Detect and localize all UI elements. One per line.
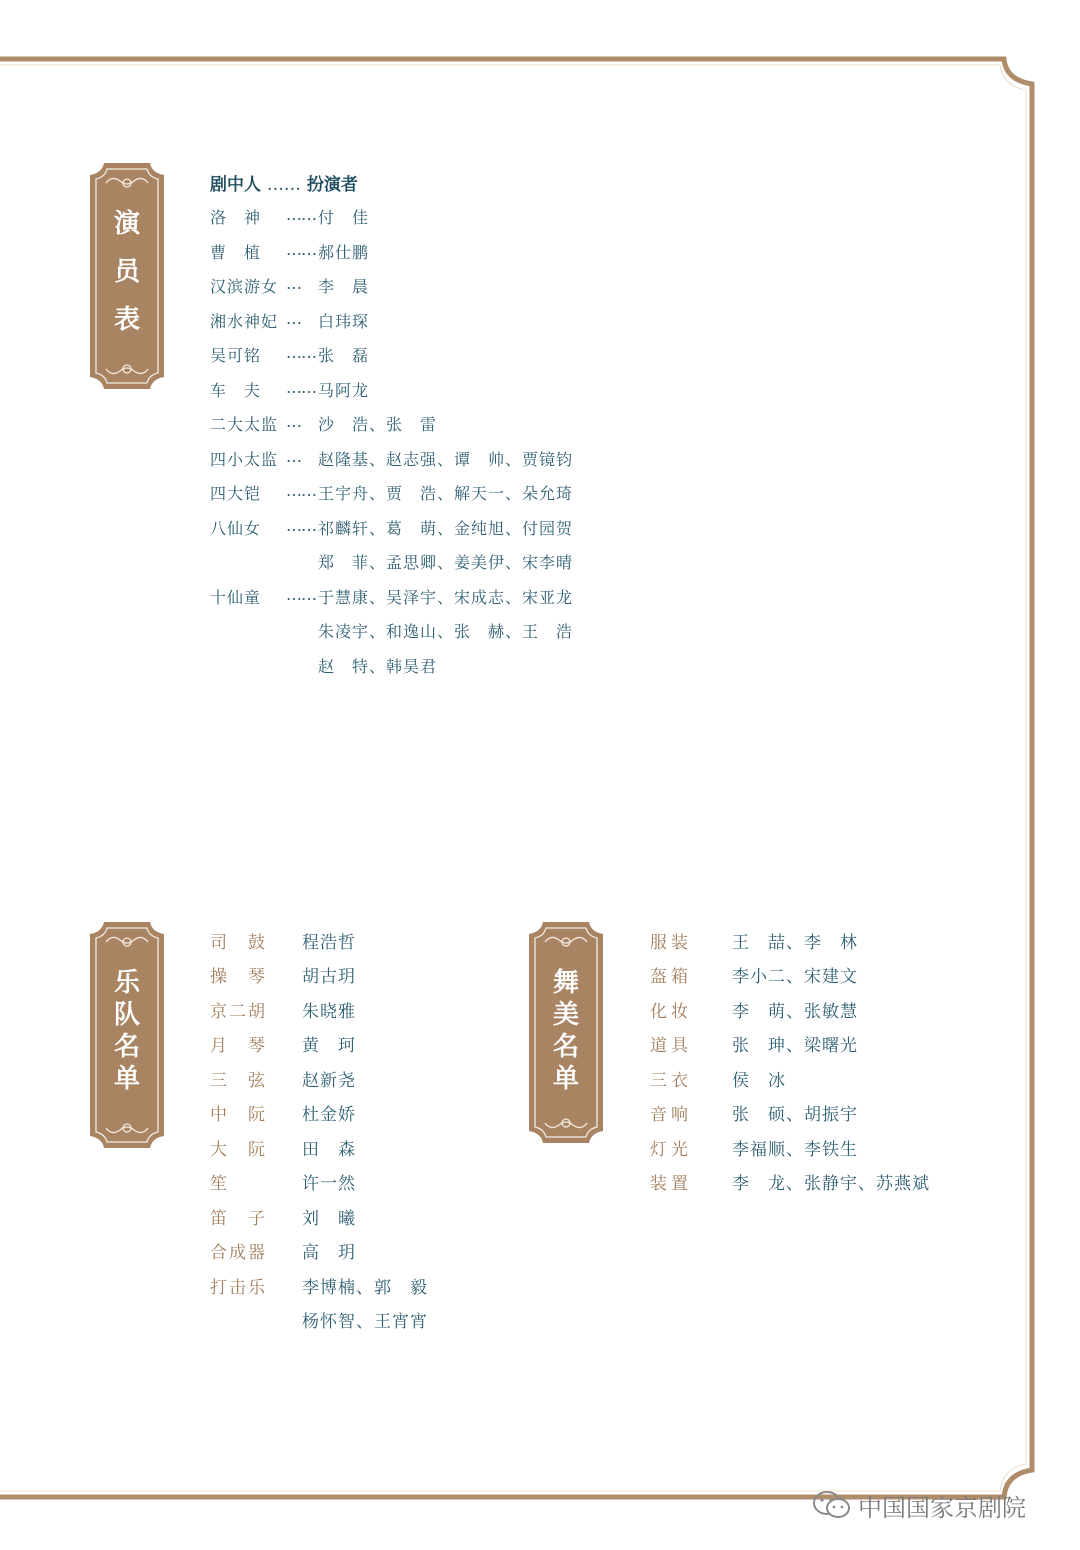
- stage-job: 三衣: [650, 1071, 692, 1091]
- cast-dots: ……: [286, 481, 316, 500]
- cast-actor: 郑 菲、孟思卿、姜美伊、宋李晴: [318, 553, 574, 572]
- cast-dots: …: [286, 412, 301, 431]
- stage-job: 化妆: [650, 1002, 692, 1022]
- cast-heading-char: 演: [113, 209, 140, 239]
- cast-role: 湘水神妃: [210, 312, 279, 331]
- cast-actor: 朱凌宇、和逸山、张 赫、王 浩: [318, 622, 574, 641]
- stage-job: 盔箱: [650, 967, 692, 987]
- watermark: [812, 1486, 1062, 1522]
- cast-role: 二大太监: [210, 415, 279, 434]
- cast-actor: 赵隆基、赵志强、谭 帅、贾镜钧: [318, 450, 574, 469]
- band-member: 程浩哲: [302, 933, 356, 953]
- stage-heading-char: 美: [552, 1000, 579, 1030]
- band-member: 李博楠、郭 毅: [302, 1278, 428, 1298]
- cast-role: 四小太监: [210, 450, 279, 469]
- band-heading-char: 队: [113, 1000, 140, 1030]
- cast-actor: 马阿龙: [318, 381, 370, 400]
- cast-role: 汉滨游女: [210, 277, 279, 296]
- band-member: 赵新尧: [302, 1071, 356, 1091]
- cast-actor: 于慧康、吴泽宇、宋成志、宋亚龙: [318, 588, 574, 607]
- band-instrument: 合成器: [210, 1243, 267, 1263]
- watermark-text: 中国国家京剧院: [858, 1494, 1026, 1522]
- stage-job: 装置: [650, 1174, 692, 1194]
- cast-header-actor: 扮演者: [306, 175, 358, 195]
- cast-actor: 郝仕鹏: [318, 243, 370, 262]
- band-instrument: 笙: [210, 1174, 229, 1194]
- cast-header-row: [210, 170, 358, 196]
- stage-heading-char: 单: [552, 1064, 579, 1094]
- stage-job: 音响: [650, 1105, 692, 1125]
- cast-dots: ……: [286, 516, 316, 535]
- band-member: 高 玥: [302, 1243, 356, 1263]
- cast-role: 车 夫: [210, 381, 262, 400]
- cast-actor: 祁麟轩、葛 萌、金纯旭、付园贺: [318, 519, 574, 538]
- cast-heading-badge: [90, 163, 164, 389]
- cast-role: 洛 神: [210, 208, 262, 227]
- cast-actor: 沙 浩、张 雷: [318, 415, 438, 434]
- band-instrument: 京二胡: [210, 1002, 267, 1022]
- band-member: 刘 曦: [302, 1209, 356, 1229]
- band-instrument: 笛 子: [210, 1209, 267, 1229]
- cast-dots: ……: [286, 378, 316, 397]
- stage-heading-char: 名: [552, 1032, 579, 1062]
- wechat-icon: [812, 1490, 852, 1520]
- cast-role: 曹 植: [210, 243, 262, 262]
- band-heading-char: 单: [113, 1064, 140, 1094]
- cast-dots: …: [286, 309, 301, 328]
- cast-role: 吴可铭: [210, 346, 262, 365]
- cast-actor: 赵 特、韩昊君: [318, 657, 438, 676]
- cast-role: 四大铠: [210, 484, 262, 503]
- stage-job: 服装: [650, 933, 692, 953]
- band-instrument: 操 琴: [210, 967, 267, 987]
- cast-actor: 张 磊: [318, 346, 370, 365]
- stage-member: 张 硕、胡振宇: [732, 1105, 858, 1125]
- band-heading-badge: [90, 922, 164, 1148]
- cast-role: 十仙童: [210, 588, 262, 607]
- stage-member: 王 喆、李 林: [732, 933, 858, 953]
- band-member: 朱晓雅: [302, 1002, 356, 1022]
- band-heading-char: 乐: [113, 968, 140, 998]
- cast-dots: ……: [286, 205, 316, 224]
- band-member: 胡古玥: [302, 967, 356, 987]
- stage-member: 李 萌、张敏慧: [732, 1002, 858, 1022]
- band-instrument: 中 阮: [210, 1105, 267, 1125]
- cast-dots: ……: [286, 343, 316, 362]
- cast-dots: …: [286, 447, 301, 466]
- band-instrument: 月 琴: [210, 1036, 267, 1056]
- cast-heading-char: 员: [113, 257, 140, 287]
- cast-dots: ……: [286, 585, 316, 604]
- cast-dots: …: [286, 274, 301, 293]
- cast-actor: 白玮琛: [318, 312, 370, 331]
- band-instrument: 大 阮: [210, 1140, 267, 1160]
- stage-member: 李 龙、张静宇、苏燕斌: [732, 1174, 930, 1194]
- stage-member: 张 珅、梁曙光: [732, 1036, 858, 1056]
- stage-job: 道具: [650, 1036, 692, 1056]
- cast-actor: 王宇舟、贾 浩、解天一、朵允琦: [318, 484, 574, 503]
- cast-actor: 付 佳: [318, 208, 370, 227]
- band-member: 黄 珂: [302, 1036, 356, 1056]
- stage-job: 灯光: [650, 1140, 692, 1160]
- band-instrument: 三 弦: [210, 1071, 267, 1091]
- cast-dots: ……: [286, 240, 316, 259]
- band-member: 杜金娇: [302, 1105, 356, 1125]
- band-member: 田 森: [302, 1140, 356, 1160]
- stage-member: 李福顺、李铁生: [732, 1140, 858, 1160]
- cast-actor: 李 晨: [318, 277, 370, 296]
- stage-heading-char: 舞: [552, 968, 579, 998]
- cast-header-role: 剧中人: [210, 175, 261, 195]
- cast-role: 八仙女: [210, 519, 262, 538]
- cast-heading-char: 表: [113, 305, 140, 335]
- band-member: 杨怀智、王宵宵: [302, 1312, 428, 1332]
- cast-header-dots: ……: [266, 175, 301, 195]
- band-instrument: 司 鼓: [210, 933, 267, 953]
- stage-member: 侯 冰: [732, 1071, 786, 1091]
- band-member: 许一然: [302, 1174, 356, 1194]
- band-heading-char: 名: [113, 1032, 140, 1062]
- stage-heading-badge: [529, 922, 603, 1143]
- stage-member: 李小二、宋建文: [732, 967, 858, 987]
- band-instrument: 打击乐: [210, 1278, 267, 1298]
